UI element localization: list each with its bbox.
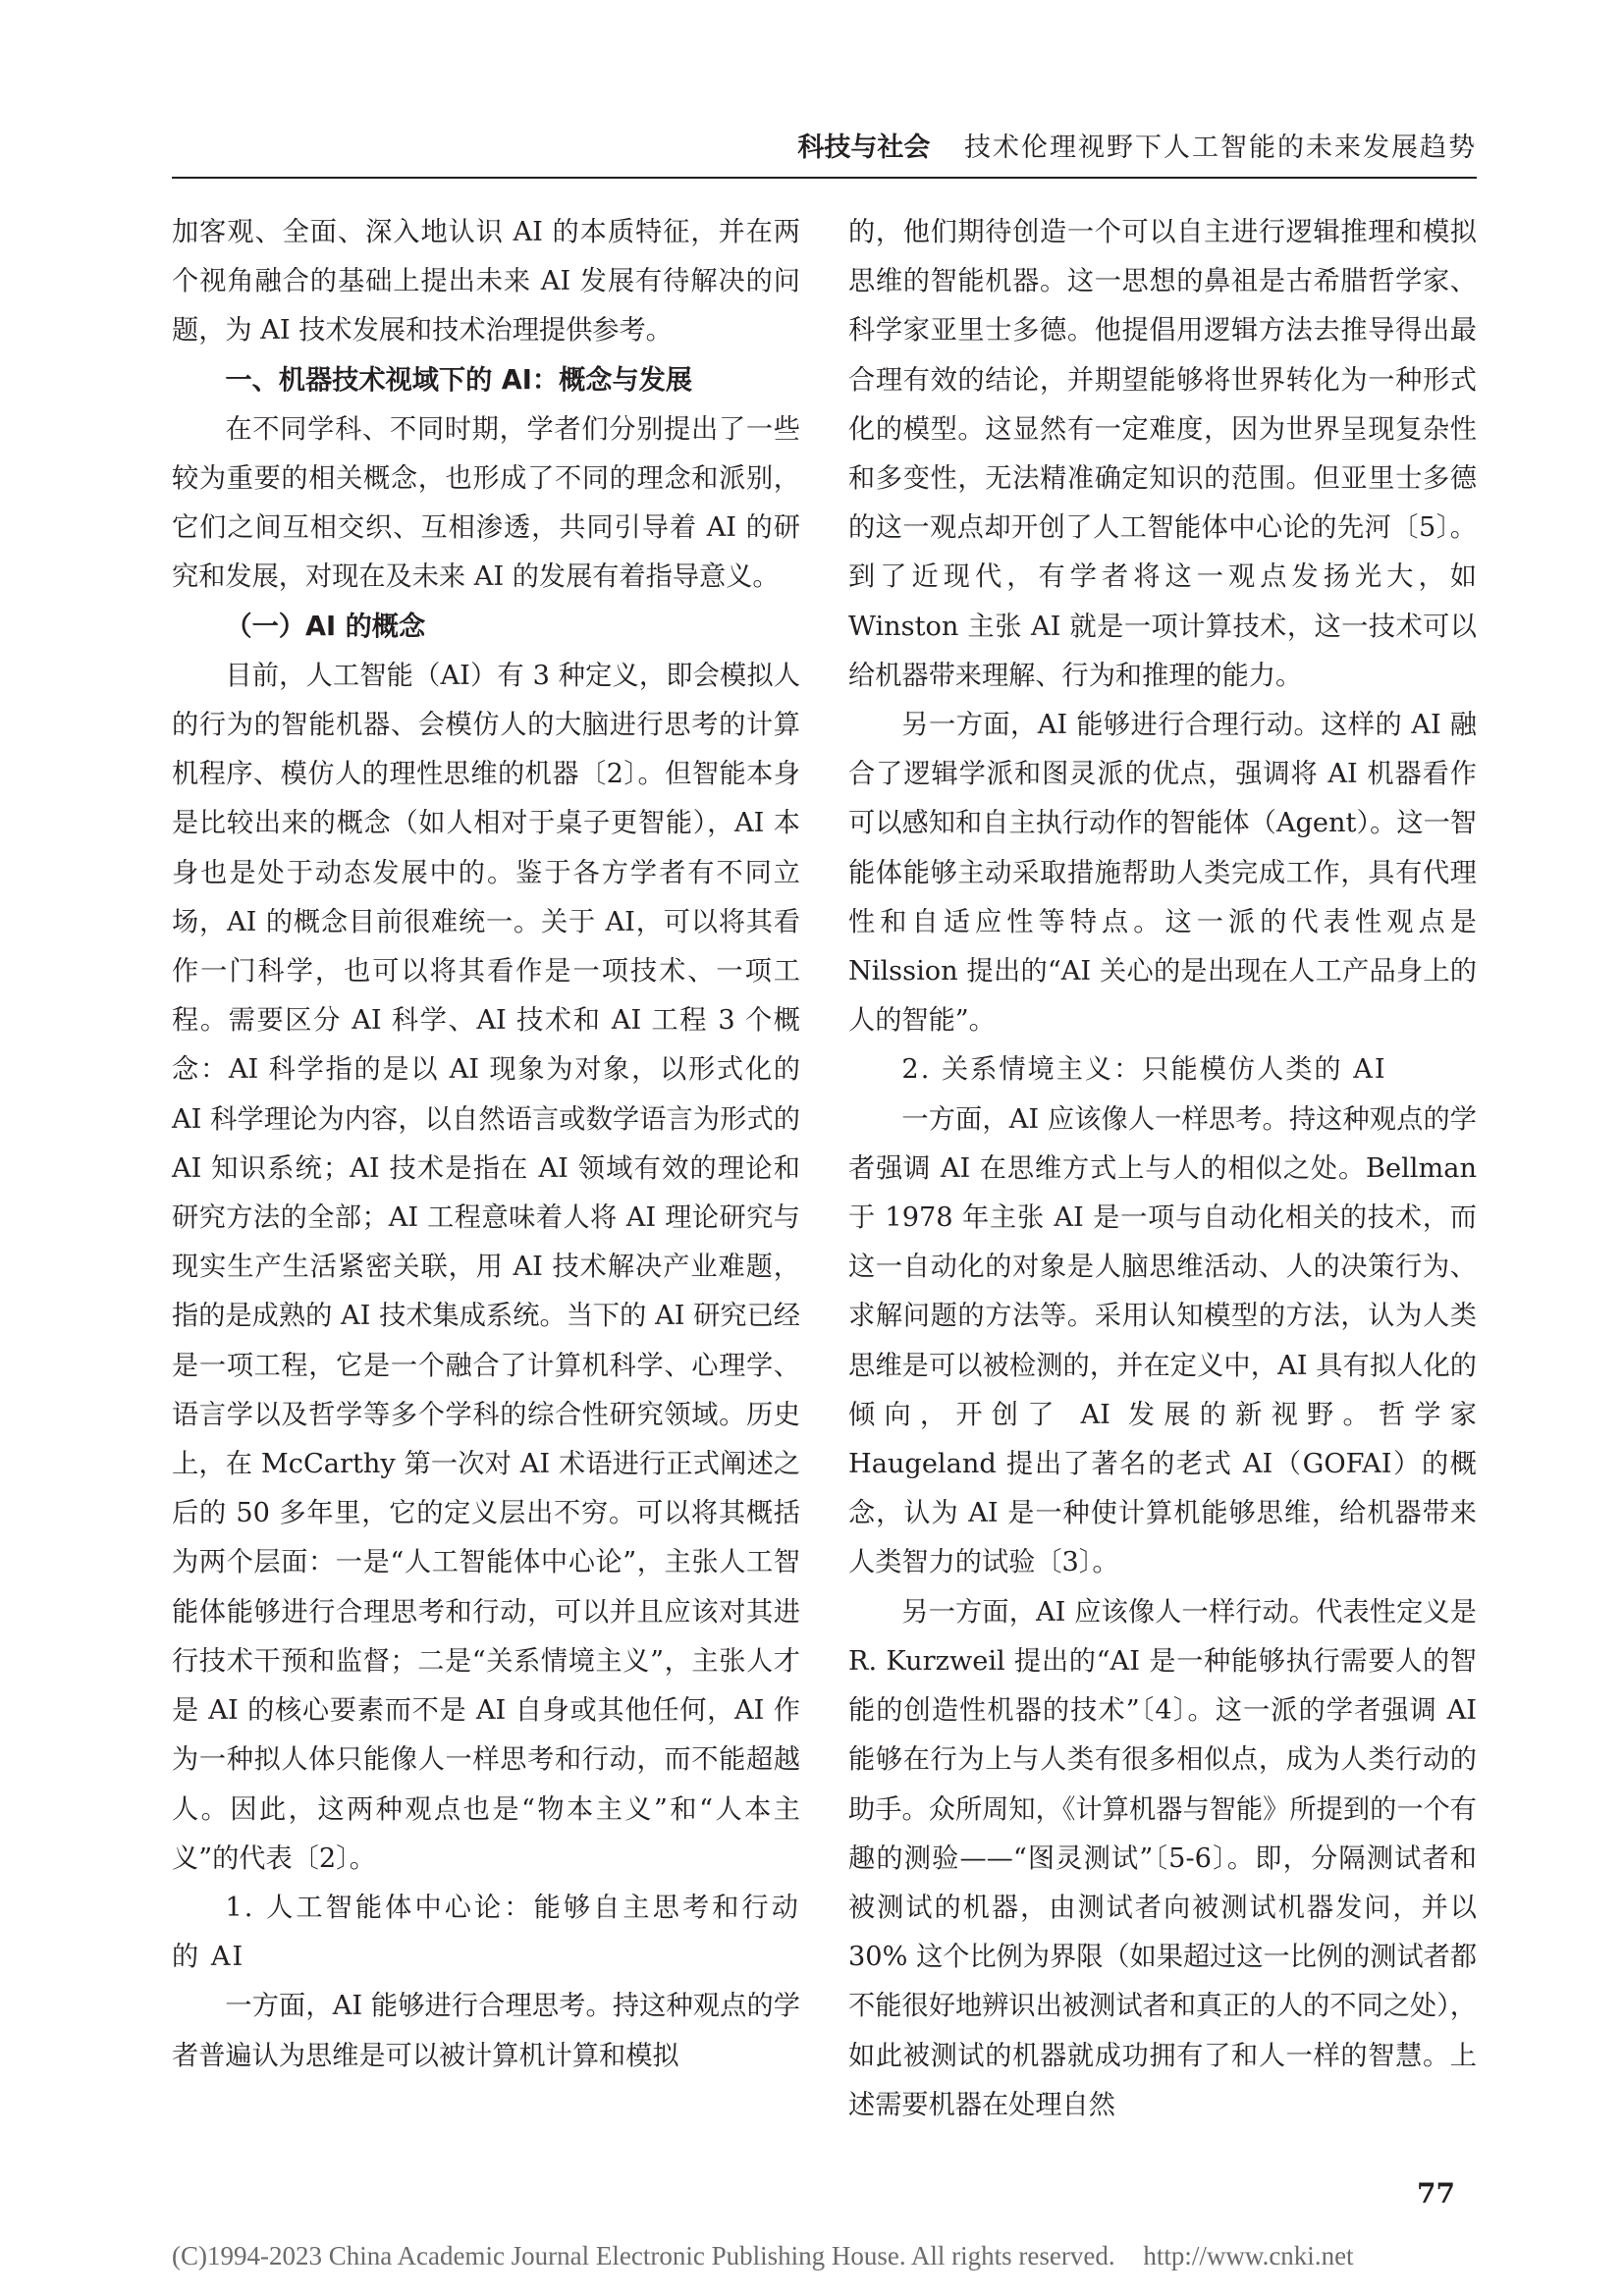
running-header (172, 126, 1477, 165)
paragraph-act-like-human: 另一方面，AI 应该像人一样行动。代表性定义是 R. Kurzweil 提出的“AI 是一种能够执行需要人的智能的创造性机器的技术”〔4〕。这一派的学者强调 AI 能够在行为上与人类有很多相似点，成为人类行动的助手。众所周知，《计算机器与智能》所提到的一个有趣的测验——“图灵测试”〔5-6〕。即，分隔测试者和被测试的机器，由测试者向被测试机器发问，并以 30% 这个比例为界限（如果超过这一比例的测试者都不能很好地辨识出被测试者和真正的人的不同之处），如此被测试的机器就成功拥有了和人一样的智慧。上述需要机器在处理自然 (848, 1596, 1478, 2120)
item-heading-relational-contextualism: 2. 关系情境主义：只能模仿人类的 AI (901, 1054, 1387, 1086)
paragraph-think-like-human: 一方面，AI 应该像人一样思考。持这种观点的学者强调 AI 在思维方式上与人的相似之处。Bellman 于 1978 年主张 AI 是一项与自动化相关的技术，而这一自动化的对象是人脑思维活动、人的决策行为、求解问题的方法等。采用认知模型的方法，认为人类思维是可以被检测的，并在定义中，AI 具有拟人化的倾向，开创了 AI 发展的新视野。哲学家 Haugeland 提出了著名的老式 AI（GOFAI）的概念，认为 AI 是一种使计算机能够思维，给机器带来人类智力的试验〔3〕。 (848, 1103, 1477, 1578)
header-rule (172, 177, 1477, 179)
copyright-footer (172, 2241, 1354, 2271)
article-title: 技术伦理视野下人工智能的未来发展趋势 (964, 133, 1477, 163)
paragraph-rational-action: 另一方面，AI 能够进行合理行动。这样的 AI 融合了逻辑学派和图灵派的优点，强调将 AI 机器看作可以感知和自主执行动作的智能体（Agent）。这一智能体能够主动采取措施帮助人类完成工作，具有代理性和自适应性等特点。这一派的代表性观点是 Nilssion 提出的“AI 关心的是出现在人工产品身上的人的智能”。 (848, 710, 1477, 1037)
item-heading-agent-centrism: 1. 人工智能体中心论：能够自主思考和行动的 AI (172, 1892, 800, 1973)
copyright-text: (C)1994-2023 China Academic Journal Electronic Publishing House. All rights reserved. (172, 2241, 1115, 2270)
paragraph-intro-continued: 加客观、全面、深入地认识 AI 的本质特征，并在两个视角融合的基础上提出未来 AI 发展有待解决的问题，为 AI 技术发展和技术治理提供参考。 (172, 217, 800, 347)
right-column (848, 208, 1477, 2130)
subsection-heading-concept: （一）AI 的概念 (225, 611, 426, 642)
paragraph-ai-concept: 目前，人工智能（AI）有 3 种定义，即会模拟人的行为的智能机器、会模仿人的大脑进行思考的计算机程序、模仿人的理性思维的机器〔2〕。但智能本身是比较出来的概念（如人相对于桌子更智能），AI 本身也是处于动态发展中的。鉴于各方学者有不同立场，AI 的概念目前很难统一。关于 AI，可以将其看作一门科学，也可以将其看作是一项技术、一项工程。需要区分 AI 科学、AI 技术和 AI 工程 3 个概念：AI 科学指的是以 AI 现象为对象，以形式化的 AI 科学理论为内容，以自然语言或数学语言为形式的 AI 知识系统；AI 技术是指在 AI 领域有效的理论和研究方法的全部；AI 工程意味着人将 AI 理论研究与现实生产生活紧密关联，用 AI 技术解决产业难题，指的是成熟的 AI 技术集成系统。当下的 AI 研究已经是一项工程，它是一个融合了计算机科学、心理学、语言学以及哲学等多个学科的综合性研究领域。历史上，在 McCarthy 第一次对 AI 术语进行正式阐述之后的 50 多年里，它的定义层出不穷。可以将其概括为两个层面：一是“人工智能体中心论”，主张人工智能体能够进行合理思考和行动，可以并且应该对其进行技术干预和监督；二是“关系情境主义”，主张人才是 AI 的核心要素而不是 AI 自身或其他任何，AI 作为一种拟人体只能像人一样思考和行动，而不能超越人。因此，这两种观点也是“物本主义”和“人本主义”的代表〔2〕。 (172, 660, 800, 1874)
paragraph-section-1: 在不同学科、不同时期，学者们分别提出了一些较为重要的相关概念，也形成了不同的理念和派别，它们之间互相交织、互相渗透，共同引导着 AI 的研究和发展，对现在及未来 AI 的发展有着指导意义。 (172, 413, 800, 593)
section-heading-1: 一、机器技术视域下的 AI：概念与发展 (225, 364, 693, 396)
paragraph-rational-thinking-continued: 的，他们期待创造一个可以自主进行逻辑推理和模拟思维的智能机器。这一思想的鼻祖是古希腊哲学家、科学家亚里士多德。他提倡用逻辑方法去推导得出最合理有效的结论，并期望能够将世界转化为一种形式化的模型。这显然有一定难度，因为世界呈现复杂性和多变性，无法精准确定知识的范围。但亚里士多德的这一观点却开创了人工智能体中心论的先河〔5〕。到了近现代，有学者将这一观点发扬光大，如 Winston 主张 AI 就是一项计算技术，这一技术可以给机器带来理解、行为和推理的能力。 (848, 217, 1477, 691)
page-number: 77 (1417, 2177, 1455, 2210)
paragraph-rational-thinking: 一方面，AI 能够进行合理思考。持这种观点的学者普遍认为思维是可以被计算机计算和模拟 (172, 1991, 800, 2071)
left-column (172, 208, 800, 2081)
journal-section-name: 科技与社会 (797, 133, 931, 163)
footer-url: http://www.cnki.net (1143, 2241, 1354, 2270)
